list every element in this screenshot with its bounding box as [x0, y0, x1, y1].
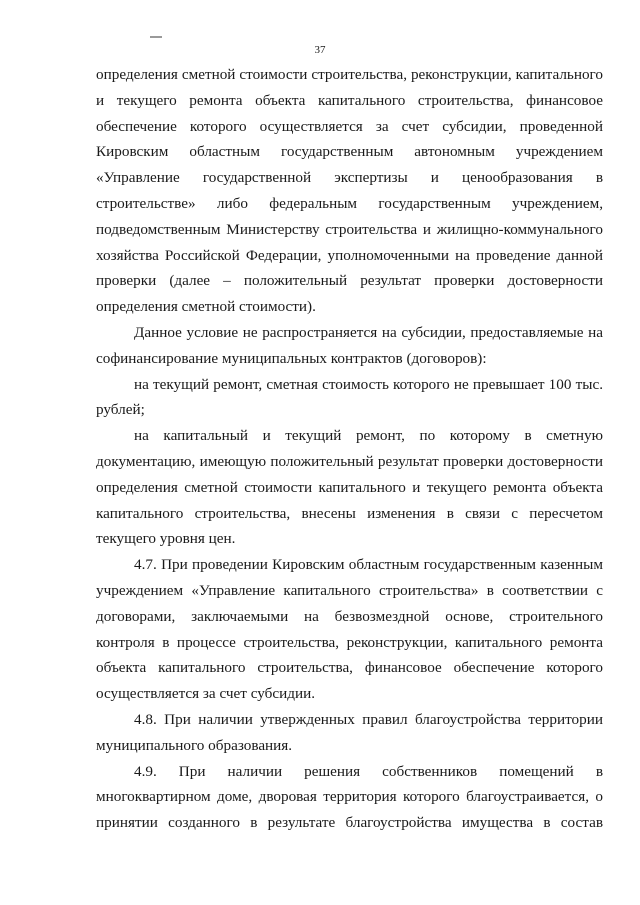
page-number: 37 [314, 44, 326, 56]
paragraph-item-4-8: 4.8. При наличии утвержденных правил благоустройства территории муниципального образования. [96, 710, 603, 754]
paragraph-continuation: определения сметной стоимости строительства, реконструкции, капитального и текущего ремонта объекта капитального строительства, финансовое обеспечение которого осуществляется за счет субсидии, проведенной Кировским областным государственным автономным учреждением «Управление государственной экспертизы и ценообразования в строительстве» либо федеральным государственным учреждением, подведомственным Министерству строительства и жилищно-коммунального хозяйства Российской Федерации, уполномоченными на проведение данной проверки (далее – положительный результат проверки достоверности определения сметной стоимости). [96, 66, 603, 316]
scan-artifact [150, 36, 162, 38]
paragraph-current-repair: на текущий ремонт, сметная стоимость которого не превышает 100 тыс. рублей; [96, 375, 603, 419]
paragraph-exception-condition: Данное условие не распространяется на субсидии, предоставляемые на софинансирование муниципальных контрактов (договоров): [96, 323, 603, 367]
document-body [96, 62, 603, 836]
paragraph-capital-repair: на капитальный и текущий ремонт, по которому в сметную документацию, имеющую положительный результат проверки достоверности определения сметной стоимости капитального и текущего ремонта объекта капитального строительства, внесены изменения в связи с пересчетом текущего уровня цен. [96, 427, 603, 548]
paragraph-item-4-7: 4.7. При проведении Кировским областным государственным казенным учреждением «Управление капитального строительства» в соответствии с договорами, заключаемыми на безвозмездной основе, строительного контроля в процессе строительства, реконструкции, капитального ремонта объекта капитального строительства, финансовое обеспечение которого осуществляется за счет субсидии. [96, 556, 603, 703]
paragraph-item-4-9: 4.9. При наличии решения собственников помещений в многоквартирном доме, дворовая территория которого благоустраивается, о принятии созданного в результате благоустройства имущества в состав [96, 762, 603, 832]
